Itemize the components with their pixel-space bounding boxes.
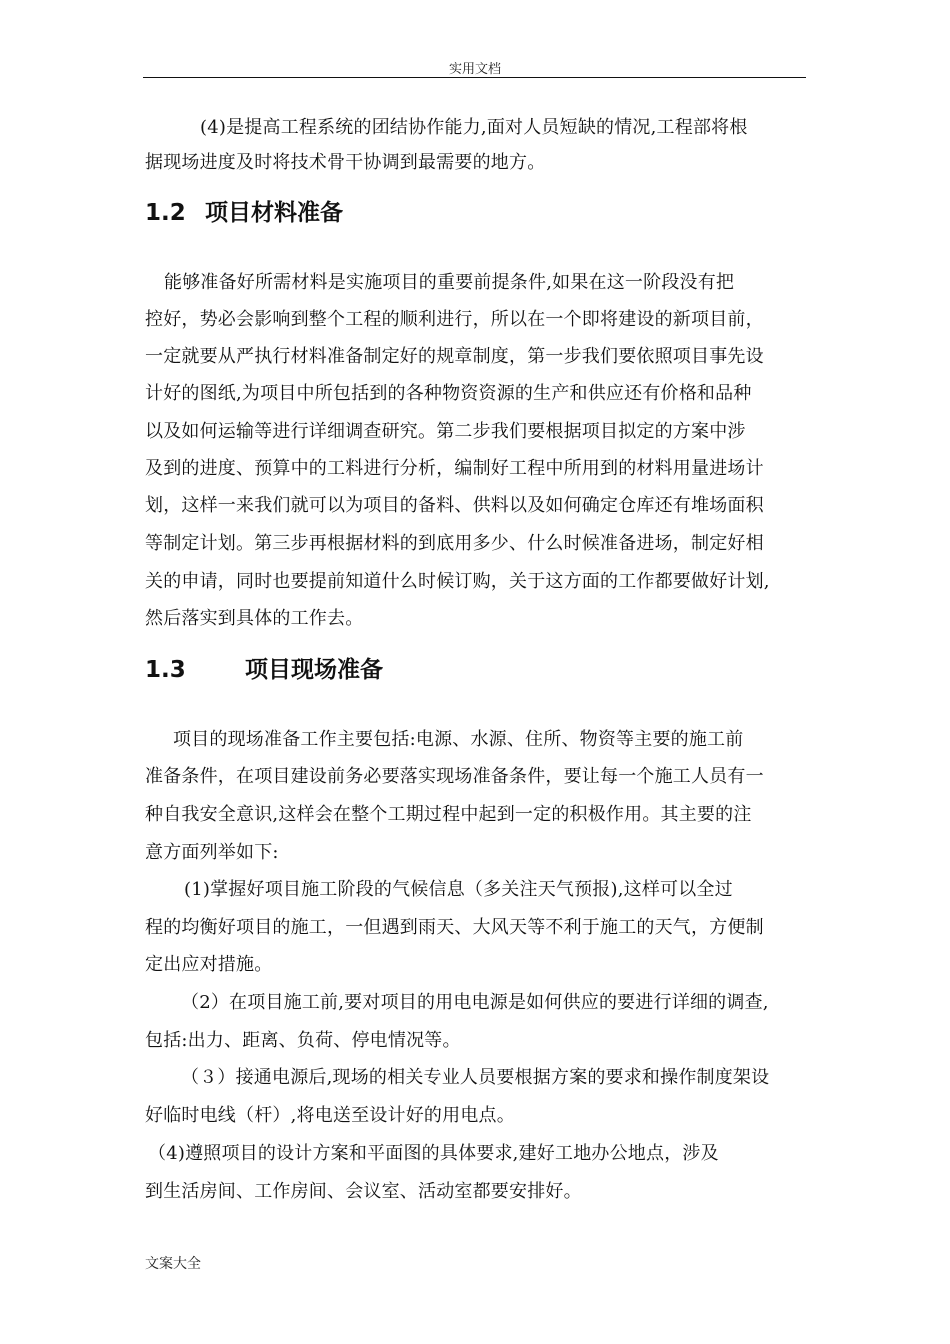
text-line: 然后落实到具体的工作去。 (145, 608, 364, 629)
header-title: 实用文档 (448, 62, 501, 77)
section-title: 项目现场准备 (245, 657, 384, 683)
section-title: 项目材料准备 (205, 200, 344, 226)
section-heading-1-3 (145, 655, 383, 685)
page-footer: 文案大全 (145, 1256, 201, 1272)
text-line: 一定就要从严执行材料准备制定好的规章制度，第一步我们要依照项目事先设 (145, 346, 764, 367)
section-number: 1.3 (145, 657, 186, 683)
text-line: (1)掌握好项目施工阶段的气候信息（多关注天气预报),这样可以全过 (184, 879, 733, 900)
text-line: 计好的图纸,为项目中所包括到的各种物资资源的生产和供应还有价格和品种 (145, 383, 752, 404)
text-line: 控好，势必会影响到整个工程的顺利进行，所以在一个即将建设的新项目前， (145, 309, 764, 330)
text-line: 好临时电线（杆）,将电送至设计好的用电点。 (145, 1105, 515, 1126)
text-line: 准备条件，在项目建设前务必要落实现场准备条件，要让每一个施工人员有一 (145, 766, 764, 787)
text-line: （4)遵照项目的设计方案和平面图的具体要求,建好工地办公地点，涉及 (148, 1143, 719, 1164)
header-divider (143, 77, 806, 78)
text-line: 种自我安全意识,这样会在整个工期过程中起到一定的积极作用。其主要的注 (145, 804, 752, 825)
text-line: 据现场进度及时将技术骨干协调到最需要的地方。 (145, 152, 546, 173)
text-line: 能够准备好所需材料是实施项目的重要前提条件,如果在这一阶段没有把 (164, 272, 735, 293)
text-line: 包括:出力、距离、负荷、停电情况等。 (145, 1030, 461, 1051)
section-heading-1-2 (145, 198, 343, 228)
text-line: 意方面列举如下: (145, 842, 279, 863)
text-line: （2）在项目施工前,要对项目的用电电源是如何供应的要进行详细的调查, (181, 992, 769, 1013)
text-line: 到生活房间、工作房间、会议室、活动室都要安排好。 (145, 1181, 582, 1202)
text-line: 定出应对措施。 (145, 954, 273, 975)
text-line: 以及如何运输等进行详细调查研究。第二步我们要根据项目拟定的方案中涉 (145, 421, 746, 442)
text-line: 及到的进度、预算中的工料进行分析，编制好工程中所用到的材料用量进场计 (145, 458, 764, 479)
text-line: 关的申请，同时也要提前知道什么时候订购，关于这方面的工作都要做好计划, (145, 571, 770, 592)
text-line: (4)是提高工程系统的团结协作能力,面对人员短缺的情况,工程部将根 (200, 117, 748, 138)
text-line: 等制定计划。第三步再根据材料的到底用多少、什么时候准备进场，制定好相 (145, 533, 764, 554)
section-number: 1.2 (145, 200, 186, 226)
text-line: 程的均衡好项目的施工，一但遇到雨天、大风天等不利于施工的天气，方便制 (145, 917, 764, 938)
text-line: （３）接通电源后,现场的相关专业人员要根据方案的要求和操作制度架设 (181, 1067, 770, 1088)
text-line: 项目的现场准备工作主要包括:电源、水源、住所、物资等主要的施工前 (173, 729, 744, 750)
text-line: 划，这样一来我们就可以为项目的备料、供料以及如何确定仓库还有堆场面积 (145, 495, 764, 516)
